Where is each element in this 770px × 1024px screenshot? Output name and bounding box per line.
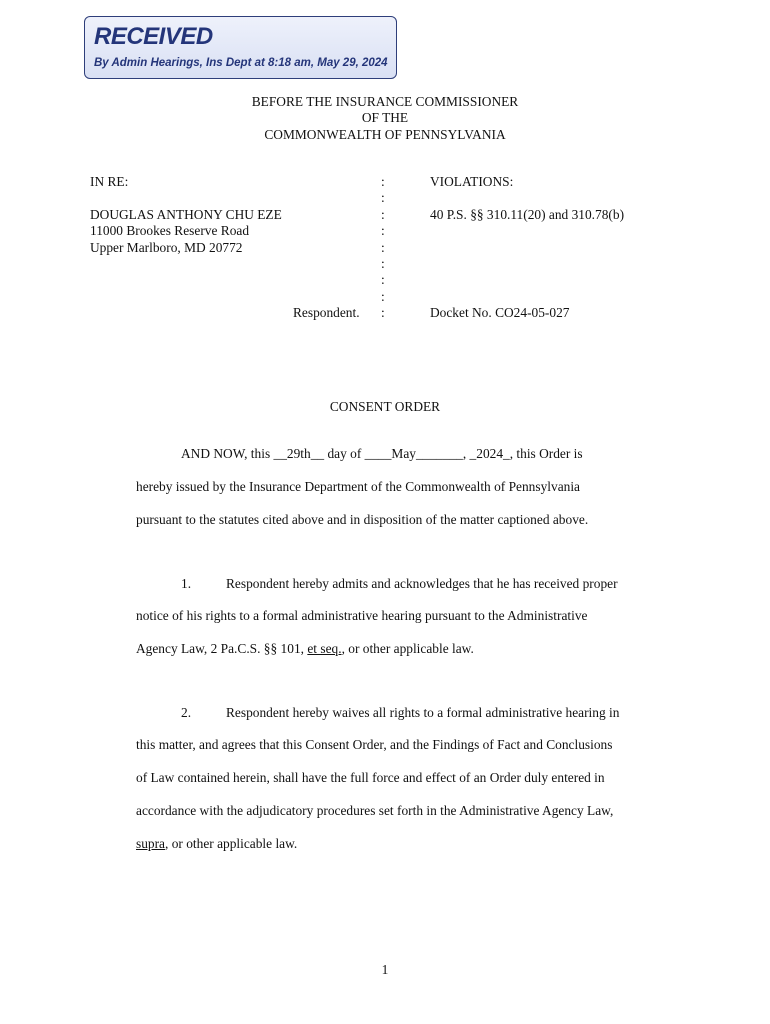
paragraph-line — [136, 641, 474, 657]
caption-separator: : — [381, 256, 385, 271]
order-intro-line-1 — [181, 446, 583, 462]
docket-number: Docket No. CO24-05-027 — [430, 305, 570, 320]
paragraph-line: this matter, and agrees that this Consent Order, and the Findings of Fact and Conclusions — [136, 737, 613, 752]
header-line-1: BEFORE THE INSURANCE COMMISSIONER — [251, 94, 519, 109]
text: Agency Law, 2 Pa.C.S. §§ 101, — [136, 641, 308, 656]
caption-separator: : — [381, 207, 385, 222]
caption-separator: : — [381, 272, 385, 287]
stamp-title: RECEIVED — [94, 23, 213, 50]
order-title: CONSENT ORDER — [329, 399, 441, 414]
text: , or other applicable law. — [341, 641, 474, 656]
day-field: __29th__ — [273, 446, 325, 461]
caption-separator: : — [381, 240, 385, 255]
header-line-3: COMMONWEALTH OF PENNSYLVANIA — [264, 127, 506, 142]
order-intro-line-2: hereby issued by the Insurance Department of the Commonwealth of Pennsylvania — [136, 479, 581, 494]
paragraph-line: accordance with the adjudicatory procedures set forth in the Administrative Agency Law, — [136, 803, 614, 818]
paragraph-number: 1. — [181, 576, 192, 591]
intro-text: day of — [324, 446, 365, 461]
paragraph-line: Respondent hereby admits and acknowledges that he has received proper — [226, 576, 618, 591]
paragraph-line: of Law contained herein, shall have the full force and effect of an Order duly entered in — [136, 770, 605, 785]
violations-text: 40 P.S. §§ 310.11(20) and 310.78(b) — [430, 207, 625, 222]
intro-text: , — [462, 446, 470, 461]
stamp-subtitle: By Admin Hearings, Ins Dept at 8:18 am, May 29, 2024 — [94, 57, 388, 69]
intro-text: , this Order is — [509, 446, 583, 461]
paragraph-line — [136, 836, 297, 852]
in-re-label: IN RE: — [90, 174, 129, 189]
citation-et-seq: et seq. — [307, 641, 342, 656]
caption-separator: : — [381, 289, 385, 304]
paragraph-number: 2. — [181, 705, 192, 720]
respondent-address-line-1: 11000 Brookes Reserve Road — [90, 223, 250, 238]
page-number: 1 — [381, 962, 389, 977]
month-field: ____May_______ — [364, 446, 463, 461]
paragraph-line: notice of his rights to a formal administrative hearing pursuant to the Administrative — [136, 608, 588, 623]
respondent-name: DOUGLAS ANTHONY CHU EZE — [90, 207, 282, 222]
caption-separator: : — [381, 190, 385, 205]
intro-text: AND NOW, this — [181, 446, 274, 461]
received-stamp — [84, 16, 397, 79]
caption-separator: : — [381, 305, 385, 320]
year-field: _2024_ — [469, 446, 510, 461]
header-line-2: OF THE — [361, 110, 409, 125]
respondent-label: Respondent. — [293, 305, 360, 320]
caption-separator: : — [381, 174, 385, 189]
paragraph-line: Respondent hereby waives all rights to a formal administrative hearing in — [226, 705, 620, 720]
order-intro-line-3: pursuant to the statutes cited above and in disposition of the matter captioned above. — [136, 512, 589, 527]
respondent-address-line-2: Upper Marlboro, MD 20772 — [90, 240, 243, 255]
caption-separator: : — [381, 223, 385, 238]
text: , or other applicable law. — [165, 836, 298, 851]
violations-label: VIOLATIONS: — [430, 174, 514, 189]
citation-supra: supra — [136, 836, 166, 851]
